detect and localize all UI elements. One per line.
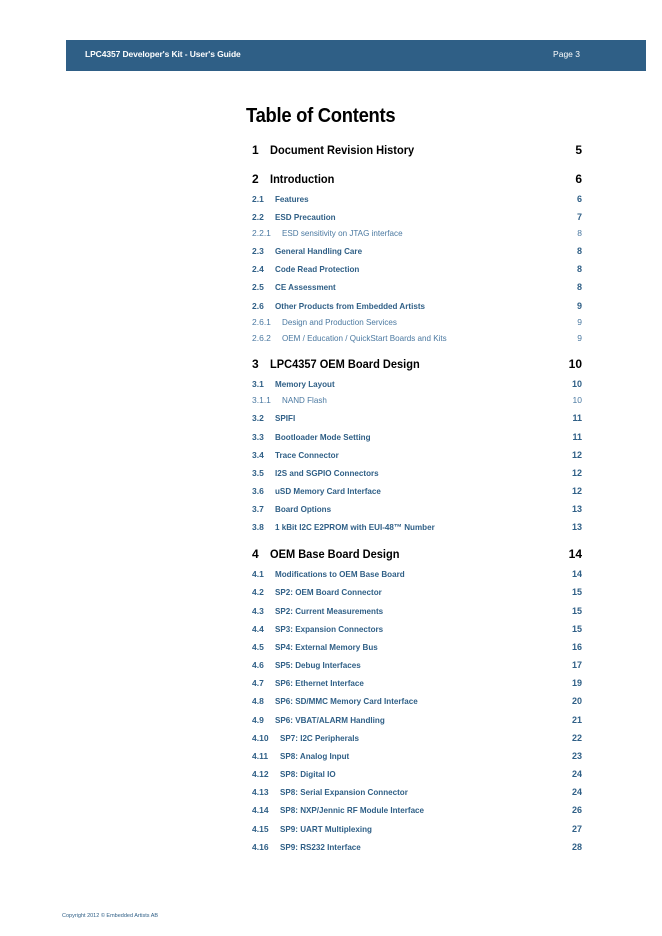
toc-entry[interactable]: [252, 642, 582, 656]
toc-entry-number: 4.5: [252, 642, 264, 652]
toc-entry-number: 2.4: [252, 264, 264, 274]
toc-entry-page: 13: [571, 504, 582, 514]
toc-entry-number: 4.6: [252, 660, 264, 670]
toc-entry-number: 3.7: [252, 504, 264, 514]
toc-title: Table of Contents: [246, 105, 396, 127]
toc-entry-page: 14: [571, 569, 582, 579]
toc-entry-page: 7: [576, 212, 582, 222]
toc-entry-page: 24: [571, 769, 582, 779]
toc-entry-title: uSD Memory Card Interface: [275, 486, 381, 496]
toc-entry-title: Code Read Protection: [275, 264, 360, 274]
toc-entry-page: 5: [575, 143, 582, 157]
toc-entry-title: ESD Precaution: [275, 212, 336, 222]
toc-entry-number: 2.6.2: [252, 333, 271, 343]
toc-entry-number: 2.6: [252, 301, 264, 311]
document-title: LPC4357 Developer's Kit - User's Guide: [85, 49, 241, 59]
toc-entry[interactable]: [252, 824, 582, 838]
toc-entry: [252, 357, 582, 373]
toc-entry-page: 9: [576, 301, 582, 311]
toc-entry[interactable]: [252, 212, 582, 226]
toc-entry[interactable]: [252, 504, 582, 518]
toc-entry[interactable]: [252, 246, 582, 260]
toc-entry-number: 3.3: [252, 432, 264, 442]
toc-entry-title: SP3: Expansion Connectors: [275, 624, 384, 634]
toc-entry-title: SP8: Serial Expansion Connector: [280, 787, 408, 797]
toc-entry-title: Modifications to OEM Base Board: [275, 569, 405, 579]
toc-entry-page: 23: [571, 751, 582, 761]
toc-entry-page: 13: [571, 522, 582, 532]
toc-entry-page: 27: [571, 824, 582, 834]
table-of-contents: [252, 0, 582, 936]
toc-entry-number: 4.11: [252, 751, 269, 761]
toc-entry[interactable]: [252, 522, 582, 536]
toc-entry-title: SP6: SD/MMC Memory Card Interface: [275, 696, 418, 706]
toc-entry-title: OEM / Education / QuickStart Boards and Kits: [282, 333, 447, 343]
toc-entry-page: 9: [577, 317, 582, 327]
toc-entry-number: 1: [252, 143, 259, 157]
toc-entry-number: 4.2: [252, 587, 264, 597]
toc-entry-page: 24: [571, 787, 582, 797]
toc-entry-title: SP6: VBAT/ALARM Handling: [275, 715, 385, 725]
toc-entry-page: 11: [572, 413, 582, 423]
toc-entry-number: 4.16: [252, 842, 269, 852]
toc-entry-page: 15: [571, 624, 582, 634]
toc-entry-number: 2: [252, 172, 259, 186]
toc-entry-title: CE Assessment: [275, 282, 336, 292]
toc-entry-number: 3.1.1: [252, 395, 271, 405]
toc-entry[interactable]: [252, 769, 582, 783]
toc-entry-number: 3.6: [252, 486, 264, 496]
toc-entry-title: Memory Layout: [275, 379, 335, 389]
toc-entry-number: 4.12: [252, 769, 269, 779]
toc-entry-number: 4.7: [252, 678, 264, 688]
toc-entry-number: 2.1: [252, 194, 264, 204]
toc-entry-number: 2.5: [252, 282, 264, 292]
toc-entry-number: 4: [252, 547, 259, 561]
toc-entry[interactable]: [252, 333, 582, 347]
toc-entry-page: 8: [576, 282, 582, 292]
toc-entry-number: 2.2.1: [252, 228, 271, 238]
toc-entry-title: SP5: Debug Interfaces: [275, 660, 361, 670]
toc-entry-title: LPC4357 OEM Board Design: [270, 357, 420, 371]
toc-entry[interactable]: [252, 805, 582, 819]
toc-entry[interactable]: [252, 678, 582, 692]
toc-entry-page: 17: [571, 660, 582, 670]
toc-entry-number: 3: [252, 357, 259, 371]
toc-entry-title: 1 kBit I2C E2PROM with EUI-48™ Number: [275, 522, 435, 532]
toc-entry[interactable]: [252, 660, 582, 674]
toc-entry[interactable]: [252, 432, 582, 446]
toc-entry-page: 15: [571, 587, 582, 597]
toc-entry-title: SP2: OEM Board Connector: [275, 587, 382, 597]
toc-entry-number: 3.4: [252, 450, 264, 460]
toc-entry[interactable]: [252, 486, 582, 500]
toc-entry-page: 28: [571, 842, 582, 852]
toc-entry-title: SP8: Analog Input: [280, 751, 350, 761]
toc-entry[interactable]: [252, 317, 582, 331]
toc-entry[interactable]: [252, 194, 582, 208]
toc-entry-number: 4.4: [252, 624, 264, 634]
toc-entry-page: 22: [571, 733, 582, 743]
toc-entry-number: 4.10: [252, 733, 269, 743]
toc-entry[interactable]: [252, 301, 582, 315]
toc-entry-number: 4.15: [252, 824, 269, 834]
toc-entry[interactable]: [252, 787, 582, 801]
toc-entry-title: SPIFI: [275, 413, 296, 423]
toc-entry[interactable]: [252, 468, 582, 482]
toc-entry-title: Design and Production Services: [282, 317, 397, 327]
toc-entry-title: Features: [275, 194, 309, 204]
toc-entry[interactable]: [252, 842, 582, 856]
toc-entry-page: 12: [571, 450, 582, 460]
toc-entry-title: General Handling Care: [275, 246, 363, 256]
toc-entry[interactable]: [252, 733, 582, 747]
toc-entry-title: Introduction: [270, 172, 335, 186]
toc-entry[interactable]: [252, 696, 582, 710]
toc-entry[interactable]: [252, 228, 582, 242]
toc-entry-number: 4.8: [252, 696, 264, 706]
toc-entry-title: SP7: I2C Peripherals: [280, 733, 359, 743]
toc-entry[interactable]: [252, 606, 582, 620]
toc-entry-title: Trace Connector: [275, 450, 339, 460]
toc-entry-title: Bootloader Mode Setting: [275, 432, 371, 442]
toc-entry-page: 6: [576, 194, 582, 204]
toc-entry-title: SP9: UART Multiplexing: [280, 824, 372, 834]
toc-entry: [252, 143, 582, 159]
toc-entry-title: SP8: NXP/Jennic RF Module Interface: [280, 805, 425, 815]
toc-entry-page: 8: [576, 264, 582, 274]
toc-entry-number: 4.14: [252, 805, 269, 815]
toc-entry-title: SP9: RS232 Interface: [280, 842, 361, 852]
toc-entry-title: Board Options: [275, 504, 332, 514]
copyright-footer: Copyright 2012 © Embedded Artists AB: [62, 913, 159, 919]
toc-entry-page: 26: [571, 805, 582, 815]
toc-entry[interactable]: [252, 751, 582, 765]
toc-entry-title: ESD sensitivity on JTAG interface: [282, 228, 403, 238]
toc-entry[interactable]: [252, 413, 582, 427]
toc-entry-page: 15: [571, 606, 582, 616]
toc-entry-page: 8: [577, 228, 582, 238]
toc-entry-page: 19: [571, 678, 582, 688]
toc-entry-title: SP6: Ethernet Interface: [275, 678, 364, 688]
toc-entry-page: 12: [571, 468, 582, 478]
toc-entry[interactable]: [252, 379, 582, 393]
toc-entry-title: OEM Base Board Design: [270, 547, 400, 561]
toc-entry-number: 3.2: [252, 413, 264, 423]
toc-entry[interactable]: [252, 624, 582, 638]
toc-entry-title: NAND Flash: [282, 395, 327, 405]
toc-entry-title: Document Revision History: [270, 143, 415, 157]
toc-entry-page: 10: [571, 379, 582, 389]
toc-entry-title: SP8: Digital IO: [280, 769, 336, 779]
toc-entry-number: 4.3: [252, 606, 264, 616]
toc-entry[interactable]: [252, 569, 582, 583]
toc-entry-page: 10: [572, 395, 582, 405]
toc-entry[interactable]: [252, 395, 582, 409]
toc-entry-page: 21: [571, 715, 582, 725]
toc-entry-number: 3.8: [252, 522, 264, 532]
toc-entry-number: 4.1: [252, 569, 264, 579]
toc-entry-title: Other Products from Embedded Artists: [275, 301, 426, 311]
toc-entry[interactable]: [252, 587, 582, 601]
toc-entry-page: 6: [575, 172, 582, 186]
toc-entry-page: 16: [571, 642, 582, 652]
page-number: Page 3: [553, 49, 580, 59]
toc-entry: [252, 547, 582, 563]
toc-entry-number: 2.2: [252, 212, 264, 222]
toc-entry-page: 11: [572, 432, 582, 442]
toc-entry-title: I2S and SGPIO Connectors: [275, 468, 379, 478]
toc-entry-page: 14: [568, 547, 582, 561]
toc-entry-page: 12: [571, 486, 582, 496]
toc-entry-number: 2.6.1: [252, 317, 271, 327]
toc-entry-number: 4.13: [252, 787, 269, 797]
toc-entry[interactable]: [252, 450, 582, 464]
toc-entry-number: 2.3: [252, 246, 264, 256]
toc-entry[interactable]: [252, 715, 582, 729]
toc-entry-page: 9: [577, 333, 582, 343]
toc-entry-page: 8: [576, 246, 582, 256]
toc-entry-title: SP4: External Memory Bus: [275, 642, 378, 652]
toc-entry-page: 10: [568, 357, 582, 371]
toc-entry-number: 3.1: [252, 379, 264, 389]
toc-entry[interactable]: [252, 264, 582, 278]
toc-entry-number: 4.9: [252, 715, 264, 725]
toc-entry[interactable]: [252, 282, 582, 296]
toc-entry: [252, 172, 582, 188]
toc-entry-page: 20: [571, 696, 582, 706]
toc-entry-number: 3.5: [252, 468, 264, 478]
toc-entry-title: SP2: Current Measurements: [275, 606, 384, 616]
